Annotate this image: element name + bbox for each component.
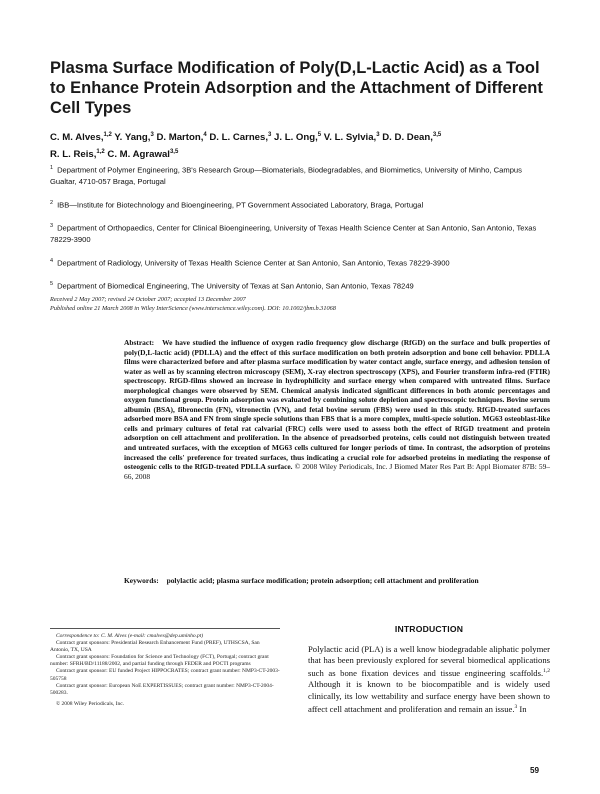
affiliation-item (50, 163, 550, 187)
affiliation-text: Department of Biomedical Engineering, The University of Texas at San Antonio, San Antonio, Texas 78249 (57, 281, 414, 291)
keywords-text: polylactic acid; plasma surface modification; protein adsorption; cell attachment and proliferation (166, 576, 479, 585)
author-affiliation-marker: 3 (150, 132, 154, 138)
author-name: C. M. Alves, (50, 132, 104, 144)
abstract-body: We have studied the influence of oxygen radio frequency glow discharge (RfGD) on the surface and bulk properties of poly(D,L-lactic acid) (PDLLA) and the effect of this surface modification on both protein adsorption and bone cell behavior. PDLLA films were characterized before and after plasma surface modification by water contact angle, surface energy, and adhesion tension of water as well as by scanning electron microscopy (SEM), X-ray electron spectroscopy (XPS), and Fourier transform infra-red (FTIR) spectroscopy. RfGD-films showed an increase in hydrophilicity and surface energy when compared with untreated films. Surface morphological changes were observed by SEM. Chemical analysis indicated significant differences in both atomic percentages and oxygen functional group. Protein adsorption was evaluated by combining solute depletion and spectroscopic techniques. Bovine serum albumin (BSA), fibronectin (FN), vitronectin (VN), and fetal bovine serum (FBS) were used in this study. RfGD-treated surfaces adsorbed more BSA and FN from single specie solutions than FBS that is a more complex, multi-specie solution. MG63 osteoblast-like cells and primary cultures of fetal rat calvarial (FRC) cells were used to assess both the effect of RfGD treatment and protein adsorption on cell attachment and proliferation. In the absence of preadsorbed proteins, cells could not distinguish between treated and untreated surfaces, with the exception of MG63 cells cultured for longer periods of time. In contrast, the adsorption of proteins increased the cells' preference for treated surfaces, thus indicating a crucial role for adsorbed proteins in mediating the response of osteogenic cells to the RfGD-treated PDLLA surface. (124, 338, 551, 472)
author-affiliation-marker: 3 (376, 132, 380, 138)
intro-text-part1: Polylactic acid (PLA) is a well know biodegradable aliphatic polymer that has been previously explored for several biomedical applications such as bone fixation devices and tissue engineering scaffolds. (308, 644, 550, 679)
author-name: C. M. Agrawal (107, 149, 170, 161)
author-name: R. L. Reis, (50, 149, 97, 161)
keywords-label: Keywords: (124, 576, 159, 585)
affiliation-number: 4 (50, 257, 54, 264)
affiliation-text: Department of Orthopaedics, Center for Clinical Bioengineering, University of Texas Health Science Center at San Antonio, San Antonio, Texas 78229-3900 (50, 223, 537, 244)
affiliation-item (50, 198, 550, 211)
affiliation-text: Department of Polymer Engineering, 3B's Research Group—Biomaterials, Biodegradables, and Biomimetics, University of Minho, Campus Gualtar, 4710-057 Braga, Portugal (50, 165, 522, 186)
author-name: J. L. Ong, (274, 132, 318, 144)
author-affiliation-marker: 5 (317, 132, 322, 138)
grant-sponsor-note: Contract grant sponsors: Foundation for Science and Technology (FCT), Portugal; contract grant number: SFRH/BD/11188/2002, and partial funding through FEDER and POCTI programs (50, 654, 269, 668)
author-affiliation-marker: 3 (268, 132, 272, 138)
article-title: Plasma Surface Modification of Poly(D,L-Lactic Acid) as a Tool to Enhance Protein Adsorption and the Attachment of Different Cell Types (50, 59, 543, 117)
author-name: Y. Yang, (114, 132, 151, 144)
grant-sponsor-note: Contract grant sponsor: European NoE EXPERTISSUES; contract grant number: NMP3-CT-2004-500283. (50, 682, 274, 696)
abstract-citation: © 2008 Wiley Periodicals, Inc. J Biomed Mater Res Part B: Appl Biomater 87B: 59–66, 2008 (124, 462, 551, 481)
correspondence-note: Correspondence to: C. M. Alves (e-mail: cmalves@dep.uminho.pt) (56, 633, 204, 639)
abstract (124, 338, 550, 481)
abstract-label: Abstract: (124, 338, 155, 347)
intro-citation-2: 3 (514, 703, 518, 710)
footnotes (50, 628, 280, 708)
affiliation-text: IBB—Institute for Biotechnology and Bioengineering, PT Government Associated Laboratory, Braga, Portugal (57, 200, 424, 210)
copyright-note: © 2008 Wiley Periodicals, Inc. (56, 700, 125, 707)
intro-citation-1: 1,2 (543, 668, 550, 675)
received-dates: Received 2 May 2007; revised 24 October 2007; accepted 13 December 2007 (50, 296, 246, 303)
intro-text-part2: Although it is known to be biocompatible and is widely used clinically, its low wettability and surface energy have been shown to affect cell attachment and proliferation and remain an issue. (308, 679, 550, 714)
author-name: D. D. Dean, (382, 132, 433, 144)
author-affiliation-marker: 3,5 (169, 149, 179, 156)
author-affiliation-marker: 1,2 (103, 132, 112, 138)
affiliation-item (50, 256, 550, 269)
grant-sponsor-note: Contract grant sponsors: Presidential Research Enhancement Fund (PREF), UTHSCSA, San Antonio, TX, USA (50, 640, 260, 654)
affiliation-number: 3 (50, 223, 54, 230)
affiliation-number: 1 (50, 165, 54, 171)
affiliations-list (50, 163, 550, 303)
section-heading-introduction: INTRODUCTION (394, 624, 464, 634)
publication-history (50, 296, 550, 313)
author-name: V. L. Sylvia, (323, 132, 377, 144)
keywords (124, 576, 550, 586)
affiliation-number: 2 (50, 199, 54, 206)
grant-sponsor-note: Contract grant sponsor: EU funded Project HIPPOCRATES; contract grant number: NMP3-CT-2003-505758 (50, 668, 280, 682)
author-name: D. Marton, (156, 132, 204, 144)
introduction-paragraph (308, 644, 550, 715)
grant-sponsor-list (50, 640, 280, 697)
affiliation-item (50, 279, 550, 292)
author-affiliation-marker: 1,2 (96, 149, 105, 156)
author-affiliation-marker: 3,5 (432, 132, 442, 138)
affiliation-text: Department of Radiology, University of Texas Health Science Center at San Antonio, San Antonio, Texas 78229-3900 (57, 258, 450, 268)
affiliation-item (50, 221, 550, 245)
author-affiliation-marker: 4 (203, 132, 207, 138)
published-online-line: Published online 21 March 2008 in Wiley InterScience (www.interscience.wiley.com). DOI: 10.1002/jbm.b.31068 (50, 304, 336, 312)
intro-text-part3: In (517, 703, 527, 714)
page-number: 59 (530, 766, 540, 775)
affiliation-number: 5 (50, 281, 54, 288)
author-name: D. L. Carnes, (209, 132, 269, 144)
author-list (50, 128, 550, 162)
